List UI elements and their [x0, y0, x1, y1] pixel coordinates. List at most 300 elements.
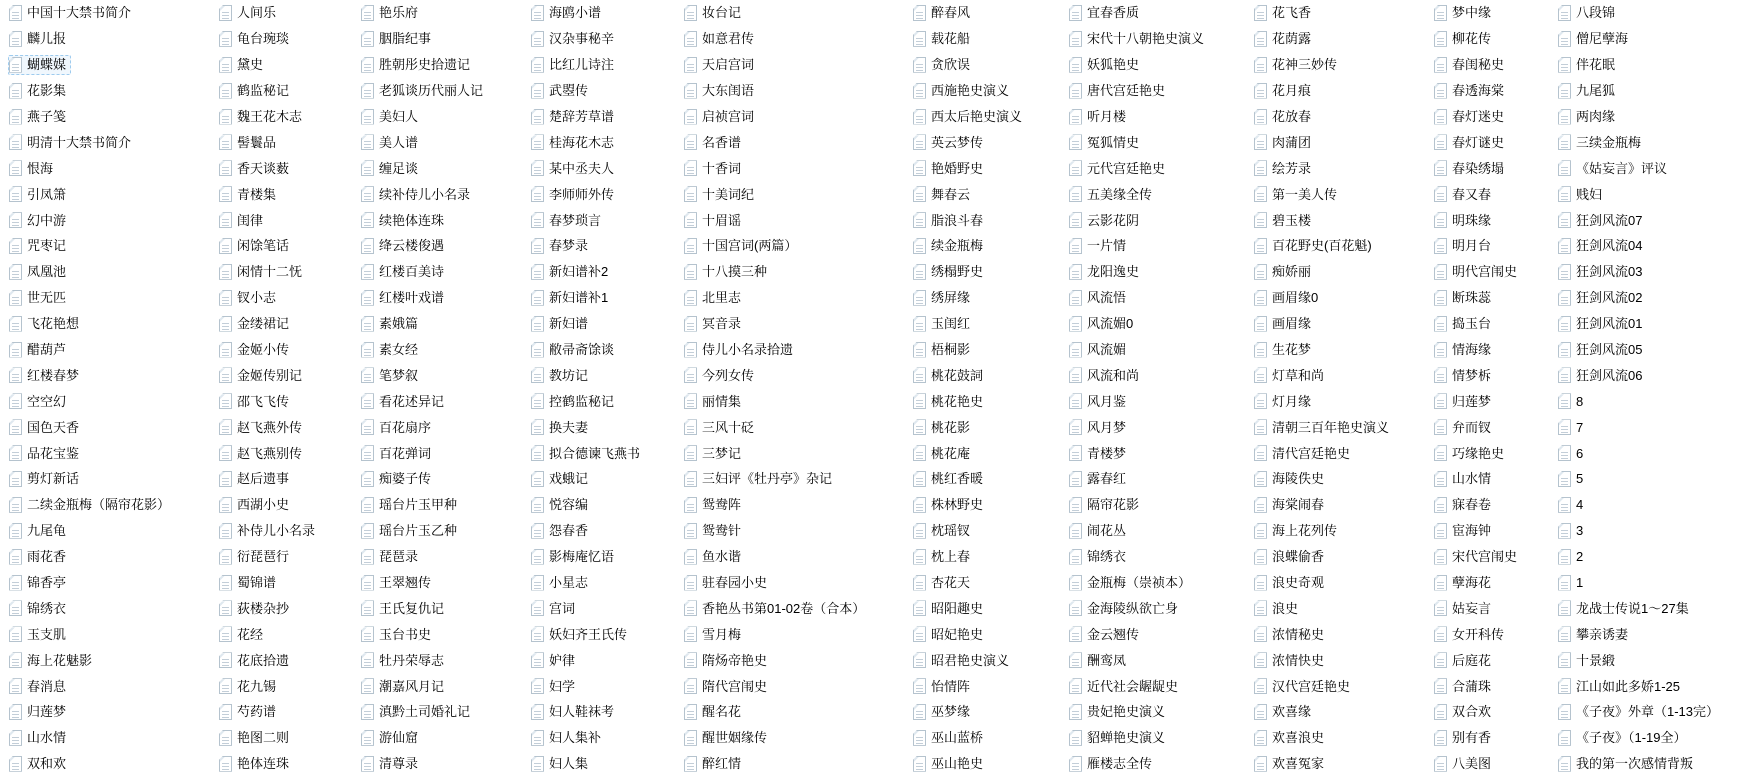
file-item[interactable]: [360, 81, 488, 101]
file-item[interactable]: [912, 547, 975, 567]
file-item[interactable]: [8, 598, 71, 618]
file-item[interactable]: [1253, 495, 1329, 515]
file-item[interactable]: [1557, 573, 1588, 593]
file-item[interactable]: [1557, 81, 1620, 101]
file-item[interactable]: [1557, 495, 1588, 515]
file-item[interactable]: [530, 754, 593, 774]
file-item[interactable]: [1068, 728, 1170, 748]
file-item[interactable]: [1253, 521, 1342, 541]
file-item[interactable]: [912, 469, 988, 489]
file-item[interactable]: [1557, 443, 1588, 463]
file-item[interactable]: [1068, 495, 1144, 515]
file-item[interactable]: [360, 495, 462, 515]
file-item[interactable]: [1253, 650, 1329, 670]
file-item[interactable]: [912, 107, 1027, 127]
file-item[interactable]: [530, 210, 606, 230]
file-item[interactable]: [912, 495, 988, 515]
file-item[interactable]: [8, 702, 71, 722]
file-item[interactable]: [530, 365, 593, 385]
file-item[interactable]: [683, 3, 746, 23]
file-item[interactable]: [8, 314, 84, 334]
file-item[interactable]: [530, 650, 580, 670]
file-item[interactable]: [912, 650, 1014, 670]
file-item[interactable]: [683, 236, 802, 256]
file-item[interactable]: [683, 184, 759, 204]
file-item[interactable]: [530, 573, 593, 593]
file-item[interactable]: [530, 547, 619, 567]
file-item[interactable]: [1068, 132, 1144, 152]
file-item[interactable]: [1253, 340, 1316, 360]
file-item[interactable]: [1557, 391, 1588, 411]
file-item[interactable]: [912, 132, 988, 152]
file-item[interactable]: [360, 55, 475, 75]
file-item[interactable]: [218, 417, 307, 437]
file-item[interactable]: [683, 262, 772, 282]
file-item[interactable]: [1253, 443, 1355, 463]
file-item[interactable]: [218, 210, 268, 230]
file-item[interactable]: [218, 676, 281, 696]
file-item[interactable]: [530, 184, 619, 204]
file-item[interactable]: [912, 3, 975, 23]
file-item[interactable]: [683, 728, 772, 748]
file-item[interactable]: [360, 417, 436, 437]
file-item[interactable]: [912, 417, 975, 437]
file-item[interactable]: [1253, 417, 1394, 437]
file-item[interactable]: [360, 573, 436, 593]
file-item[interactable]: [8, 81, 71, 101]
file-item[interactable]: [1433, 81, 1509, 101]
file-item[interactable]: [8, 236, 71, 256]
file-item[interactable]: [8, 3, 136, 23]
file-item[interactable]: [683, 495, 746, 515]
file-item[interactable]: [912, 598, 988, 618]
file-item[interactable]: [1557, 158, 1672, 178]
file-item[interactable]: [1433, 107, 1509, 127]
file-item[interactable]: [530, 236, 593, 256]
file-item[interactable]: [1068, 391, 1131, 411]
file-item[interactable]: [218, 547, 294, 567]
file-item[interactable]: [8, 521, 71, 541]
file-item[interactable]: [1068, 573, 1196, 593]
file-item[interactable]: [530, 55, 619, 75]
file-item[interactable]: [1068, 547, 1131, 567]
file-item[interactable]: [1557, 107, 1620, 127]
file-item[interactable]: [1433, 495, 1496, 515]
file-item[interactable]: [8, 676, 71, 696]
file-item[interactable]: [1557, 417, 1588, 437]
file-item[interactable]: [1253, 598, 1303, 618]
file-item[interactable]: [1433, 29, 1496, 49]
file-item[interactable]: [912, 443, 975, 463]
file-item[interactable]: [683, 547, 746, 567]
file-item[interactable]: [1253, 29, 1316, 49]
file-item[interactable]: [8, 107, 71, 127]
file-item[interactable]: [912, 391, 988, 411]
file-item[interactable]: [1068, 262, 1144, 282]
file-item[interactable]: [218, 624, 268, 644]
file-item[interactable]: [8, 29, 71, 49]
file-item[interactable]: [218, 469, 294, 489]
file-item[interactable]: [1068, 184, 1157, 204]
file-item[interactable]: [530, 443, 645, 463]
file-item[interactable]: [1557, 650, 1620, 670]
file-item[interactable]: [218, 81, 294, 101]
file-item[interactable]: [1068, 443, 1131, 463]
file-item[interactable]: [1068, 650, 1131, 670]
file-item[interactable]: [683, 340, 798, 360]
file-item[interactable]: [1253, 624, 1329, 644]
file-item[interactable]: [1433, 521, 1496, 541]
file-item[interactable]: [1253, 107, 1316, 127]
file-item[interactable]: [1557, 288, 1647, 308]
file-item[interactable]: [1433, 340, 1496, 360]
file-item[interactable]: [912, 314, 975, 334]
file-item[interactable]: [8, 650, 97, 670]
file-item[interactable]: [1068, 365, 1144, 385]
file-item[interactable]: [1068, 340, 1131, 360]
file-item[interactable]: [1253, 702, 1316, 722]
file-item[interactable]: [1433, 469, 1496, 489]
selected-file-item[interactable]: [8, 55, 71, 75]
file-item[interactable]: [683, 573, 772, 593]
file-item[interactable]: [530, 624, 632, 644]
file-item[interactable]: [218, 573, 281, 593]
file-item[interactable]: [683, 132, 746, 152]
file-item[interactable]: [1253, 676, 1355, 696]
file-item[interactable]: [1557, 469, 1588, 489]
file-item[interactable]: [1557, 55, 1620, 75]
file-item[interactable]: [218, 184, 281, 204]
file-item[interactable]: [1433, 573, 1496, 593]
file-item[interactable]: [218, 443, 307, 463]
file-item[interactable]: [1068, 624, 1144, 644]
file-item[interactable]: [360, 754, 423, 774]
file-item[interactable]: [1068, 754, 1157, 774]
file-item[interactable]: [8, 443, 84, 463]
file-item[interactable]: [218, 650, 294, 670]
file-item[interactable]: [1557, 702, 1724, 722]
file-item[interactable]: [8, 469, 84, 489]
file-item[interactable]: [1433, 314, 1496, 334]
file-item[interactable]: [218, 598, 294, 618]
file-item[interactable]: [360, 365, 423, 385]
file-item[interactable]: [1253, 81, 1316, 101]
file-item[interactable]: [218, 391, 294, 411]
file-item[interactable]: [218, 262, 307, 282]
file-item[interactable]: [8, 624, 71, 644]
file-item[interactable]: [1433, 391, 1496, 411]
file-item[interactable]: [360, 598, 449, 618]
file-item[interactable]: [1253, 547, 1329, 567]
file-item[interactable]: [530, 417, 593, 437]
file-item[interactable]: [218, 55, 268, 75]
file-item[interactable]: [1433, 547, 1522, 567]
file-item[interactable]: [1433, 365, 1496, 385]
file-item[interactable]: [530, 702, 619, 722]
file-item[interactable]: [1068, 210, 1144, 230]
file-item[interactable]: [8, 184, 71, 204]
file-item[interactable]: [1557, 676, 1685, 696]
file-item[interactable]: [530, 521, 593, 541]
file-item[interactable]: [360, 3, 423, 23]
file-item[interactable]: [1557, 754, 1698, 774]
file-item[interactable]: [1068, 236, 1131, 256]
file-item[interactable]: [218, 158, 294, 178]
file-item[interactable]: [1068, 29, 1209, 49]
file-item[interactable]: [1068, 3, 1144, 23]
file-item[interactable]: [530, 314, 593, 334]
file-item[interactable]: [912, 210, 988, 230]
file-item[interactable]: [683, 521, 746, 541]
file-item[interactable]: [1433, 288, 1496, 308]
file-item[interactable]: [1253, 391, 1316, 411]
file-item[interactable]: [912, 81, 1014, 101]
file-item[interactable]: [360, 262, 449, 282]
file-item[interactable]: [218, 340, 294, 360]
file-item[interactable]: [8, 340, 71, 360]
file-item[interactable]: [8, 210, 71, 230]
file-item[interactable]: [1068, 158, 1170, 178]
file-item[interactable]: [530, 262, 613, 282]
file-item[interactable]: [1068, 81, 1170, 101]
file-item[interactable]: [683, 624, 746, 644]
file-item[interactable]: [683, 702, 746, 722]
file-item[interactable]: [912, 676, 975, 696]
file-item[interactable]: [1253, 158, 1316, 178]
file-item[interactable]: [1433, 262, 1522, 282]
file-item[interactable]: [1433, 236, 1496, 256]
file-item[interactable]: [530, 676, 580, 696]
file-item[interactable]: [1557, 598, 1694, 618]
file-item[interactable]: [683, 754, 746, 774]
file-item[interactable]: [1253, 288, 1323, 308]
file-item[interactable]: [1433, 598, 1496, 618]
file-item[interactable]: [8, 728, 71, 748]
file-item[interactable]: [360, 391, 449, 411]
file-item[interactable]: [1557, 521, 1588, 541]
file-item[interactable]: [1433, 624, 1509, 644]
file-item[interactable]: [530, 340, 619, 360]
file-item[interactable]: [530, 3, 606, 23]
file-item[interactable]: [1433, 728, 1496, 748]
file-item[interactable]: [683, 29, 759, 49]
file-item[interactable]: [8, 391, 71, 411]
file-item[interactable]: [1253, 754, 1329, 774]
file-item[interactable]: [8, 132, 136, 152]
file-item[interactable]: [1253, 55, 1342, 75]
file-item[interactable]: [912, 184, 975, 204]
file-item[interactable]: [1068, 55, 1144, 75]
file-item[interactable]: [1433, 210, 1496, 230]
file-item[interactable]: [1068, 676, 1183, 696]
file-item[interactable]: [1253, 210, 1316, 230]
file-item[interactable]: [8, 754, 71, 774]
file-item[interactable]: [1557, 547, 1588, 567]
file-item[interactable]: [530, 598, 580, 618]
file-item[interactable]: [1253, 184, 1342, 204]
file-item[interactable]: [530, 391, 619, 411]
file-item[interactable]: [912, 573, 975, 593]
file-item[interactable]: [1253, 365, 1329, 385]
file-item[interactable]: [218, 288, 281, 308]
file-item[interactable]: [912, 624, 988, 644]
file-item[interactable]: [1433, 158, 1509, 178]
file-item[interactable]: [360, 158, 423, 178]
file-item[interactable]: [1433, 702, 1496, 722]
file-item[interactable]: [683, 158, 746, 178]
file-item[interactable]: [1557, 728, 1692, 748]
file-item[interactable]: [1557, 132, 1646, 152]
file-item[interactable]: [360, 469, 436, 489]
file-item[interactable]: [1433, 184, 1496, 204]
file-item[interactable]: [360, 210, 449, 230]
file-item[interactable]: [530, 107, 619, 127]
file-item[interactable]: [912, 55, 975, 75]
file-item[interactable]: [1433, 443, 1509, 463]
file-item[interactable]: [360, 702, 475, 722]
file-item[interactable]: [1557, 29, 1633, 49]
file-item[interactable]: [1557, 3, 1620, 23]
file-item[interactable]: [912, 288, 975, 308]
file-item[interactable]: [1253, 236, 1377, 256]
file-item[interactable]: [8, 365, 84, 385]
file-item[interactable]: [530, 288, 613, 308]
file-item[interactable]: [360, 728, 423, 748]
file-item[interactable]: [360, 132, 423, 152]
file-item[interactable]: [683, 598, 870, 618]
file-item[interactable]: [1068, 469, 1131, 489]
file-item[interactable]: [8, 288, 71, 308]
file-item[interactable]: [683, 443, 746, 463]
file-item[interactable]: [1253, 728, 1329, 748]
file-item[interactable]: [218, 29, 294, 49]
file-item[interactable]: [912, 754, 988, 774]
file-item[interactable]: [530, 81, 593, 101]
file-item[interactable]: [218, 728, 294, 748]
file-item[interactable]: [360, 288, 449, 308]
file-item[interactable]: [530, 29, 619, 49]
file-item[interactable]: [360, 236, 449, 256]
file-item[interactable]: [1557, 210, 1647, 230]
file-item[interactable]: [530, 728, 606, 748]
file-item[interactable]: [8, 158, 58, 178]
file-item[interactable]: [218, 3, 281, 23]
file-item[interactable]: [1253, 314, 1316, 334]
file-item[interactable]: [218, 365, 307, 385]
file-item[interactable]: [8, 417, 84, 437]
file-item[interactable]: [683, 210, 746, 230]
file-item[interactable]: [683, 81, 759, 101]
file-item[interactable]: [1557, 236, 1647, 256]
file-item[interactable]: [1557, 340, 1647, 360]
file-item[interactable]: [218, 314, 294, 334]
file-item[interactable]: [912, 262, 988, 282]
file-item[interactable]: [683, 314, 746, 334]
file-item[interactable]: [530, 158, 619, 178]
file-item[interactable]: [683, 676, 772, 696]
file-item[interactable]: [1433, 417, 1496, 437]
file-item[interactable]: [1557, 314, 1647, 334]
file-item[interactable]: [1068, 417, 1131, 437]
file-item[interactable]: [1433, 676, 1496, 696]
file-item[interactable]: [683, 365, 759, 385]
file-item[interactable]: [1253, 469, 1329, 489]
file-item[interactable]: [683, 469, 837, 489]
file-item[interactable]: [1253, 262, 1316, 282]
file-item[interactable]: [360, 624, 436, 644]
file-item[interactable]: [1068, 107, 1131, 127]
file-item[interactable]: [8, 495, 175, 515]
file-item[interactable]: [1068, 702, 1170, 722]
file-item[interactable]: [683, 417, 759, 437]
file-item[interactable]: [1557, 184, 1607, 204]
file-item[interactable]: [8, 547, 71, 567]
file-item[interactable]: [530, 469, 593, 489]
file-item[interactable]: [360, 547, 423, 567]
file-item[interactable]: [360, 521, 462, 541]
file-item[interactable]: [1253, 573, 1329, 593]
file-item[interactable]: [1433, 754, 1496, 774]
file-item[interactable]: [1557, 262, 1647, 282]
file-item[interactable]: [1557, 624, 1633, 644]
file-item[interactable]: [360, 184, 475, 204]
file-item[interactable]: [530, 132, 619, 152]
file-item[interactable]: [912, 365, 988, 385]
file-item[interactable]: [1068, 314, 1138, 334]
file-item[interactable]: [683, 391, 746, 411]
file-item[interactable]: [683, 55, 759, 75]
file-item[interactable]: [530, 495, 593, 515]
file-item[interactable]: [1557, 365, 1647, 385]
file-item[interactable]: [8, 262, 71, 282]
file-item[interactable]: [218, 495, 294, 515]
file-item[interactable]: [218, 132, 281, 152]
file-item[interactable]: [1433, 650, 1496, 670]
file-item[interactable]: [360, 443, 436, 463]
file-item[interactable]: [360, 29, 436, 49]
file-item[interactable]: [360, 650, 449, 670]
file-item[interactable]: [1068, 598, 1183, 618]
file-item[interactable]: [1253, 3, 1316, 23]
file-item[interactable]: [218, 236, 294, 256]
file-item[interactable]: [912, 521, 975, 541]
file-item[interactable]: [1068, 521, 1131, 541]
file-item[interactable]: [912, 158, 988, 178]
file-item[interactable]: [912, 702, 975, 722]
file-item[interactable]: [218, 521, 320, 541]
file-item[interactable]: [360, 676, 449, 696]
file-item[interactable]: [1253, 132, 1316, 152]
file-item[interactable]: [1433, 3, 1496, 23]
file-item[interactable]: [1068, 288, 1131, 308]
file-item[interactable]: [360, 107, 423, 127]
file-item[interactable]: [360, 314, 423, 334]
file-item[interactable]: [218, 702, 281, 722]
file-item[interactable]: [912, 340, 975, 360]
file-item[interactable]: [218, 754, 294, 774]
file-item[interactable]: [360, 340, 423, 360]
file-item[interactable]: [8, 573, 71, 593]
file-item[interactable]: [218, 107, 307, 127]
file-item[interactable]: [683, 288, 746, 308]
file-item[interactable]: [683, 107, 759, 127]
file-item[interactable]: [912, 29, 975, 49]
file-item[interactable]: [1433, 132, 1509, 152]
file-item[interactable]: [912, 728, 988, 748]
file-item[interactable]: [912, 236, 988, 256]
file-item[interactable]: [1433, 55, 1509, 75]
file-item[interactable]: [683, 650, 772, 670]
